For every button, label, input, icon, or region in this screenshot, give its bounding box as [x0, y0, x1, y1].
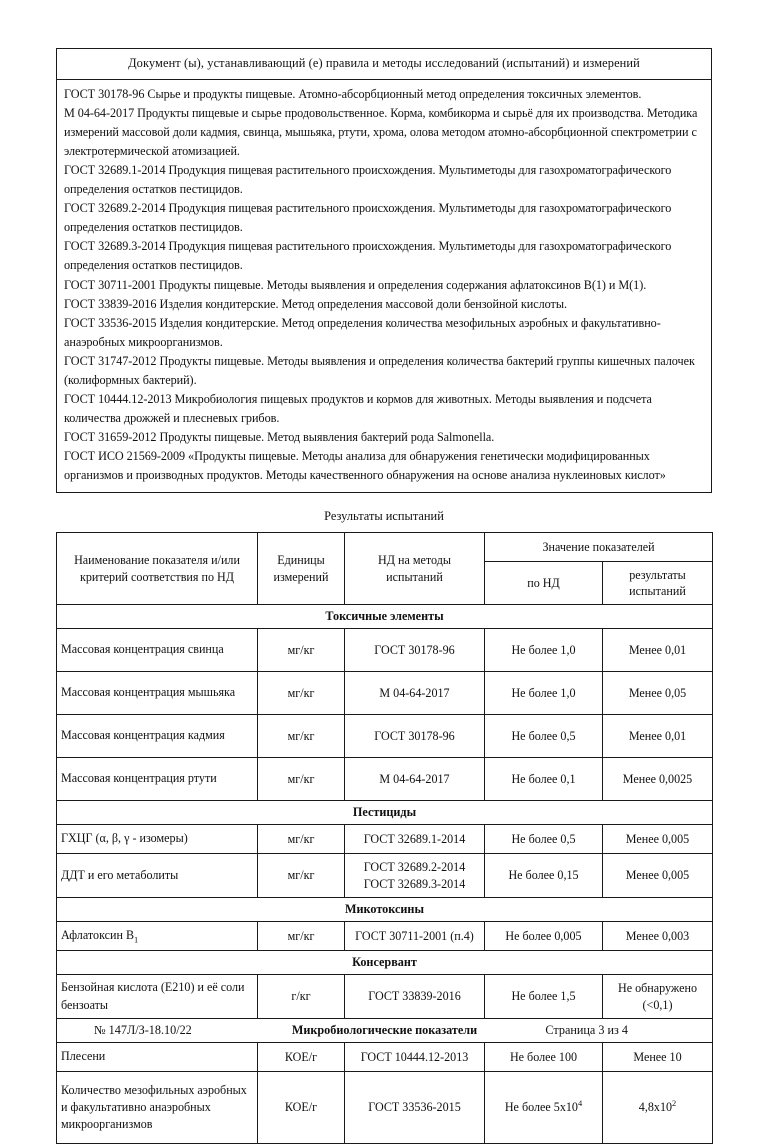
results-title: Результаты испытаний	[324, 509, 444, 523]
row-method: ГОСТ 30178-96	[345, 629, 485, 672]
table-row	[57, 975, 713, 1019]
row-method: ГОСТ 32689.1-2014	[345, 825, 485, 854]
row-nd-value: Не более 0,1	[485, 758, 603, 801]
methods-line: ГОСТ 32689.1-2014 Продукция пищевая растительного происхождения. Мультиметоды для газохроматографического определения остатков пестицидов.	[64, 162, 672, 197]
row-name: Количество мезофильных аэробных и факультативно анаэробных микроорганизмов	[57, 1072, 258, 1144]
row-name: Массовая концентрация ртути	[57, 758, 258, 801]
row-method: ГОСТ 10444.12-2013	[345, 1043, 485, 1072]
table-row	[57, 629, 713, 672]
page-footer	[56, 1023, 712, 1038]
row-method: М 04-64-2017	[345, 672, 485, 715]
row-units: мг/кг	[258, 825, 345, 854]
row-result-value: Менее 10	[603, 1043, 713, 1072]
row-nd-value: Не более 0,5	[485, 825, 603, 854]
methods-line: М 04-64-2017 Продукты пищевые и сырье продовольственное. Корма, комбикорма и сырьё для их производства. Методика измерений массовой доли кадмия, свинца, мышьяка, ртути, хрома, олова методом атомно-абсорбционной спектрометрии с электротермической атомизацией.	[64, 105, 698, 158]
table-row	[57, 715, 713, 758]
section-header-row	[57, 801, 713, 825]
row-method: ГОСТ 33839-2016	[345, 975, 485, 1019]
row-units: мг/кг	[258, 629, 345, 672]
methods-block	[56, 48, 712, 493]
header-value-result: результаты испытаний	[603, 562, 713, 605]
table-header-row	[57, 533, 713, 562]
row-nd-text: Не более 5x10	[504, 1100, 578, 1114]
row-nd-value	[485, 1072, 603, 1144]
row-nd-value: Не более 100	[485, 1043, 603, 1072]
methods-line: ГОСТ 31747-2012 Продукты пищевые. Методы выявления и определения количества бактерий группы кишечных палочек (колиформных бактерий).	[64, 353, 695, 388]
methods-line: ГОСТ 30711-2001 Продукты пищевые. Методы выявления и определения содержания афлатоксинов В(1) и М(1).	[64, 277, 647, 292]
row-name: ГХЦГ (α, β, γ - изомеры)	[57, 825, 258, 854]
row-name: Массовая концентрация свинца	[57, 629, 258, 672]
methods-list	[57, 80, 711, 492]
row-method: М 04-64-2017	[345, 758, 485, 801]
row-nd-value: Не более 1,0	[485, 672, 603, 715]
header-method: НД на методы испытаний	[345, 533, 485, 605]
row-units: мг/кг	[258, 715, 345, 758]
methods-line: ГОСТ 32689.2-2014 Продукция пищевая растительного происхождения. Мультиметоды для газохроматографического определения остатков пестицидов.	[64, 201, 672, 235]
section-header-row	[57, 951, 713, 975]
row-method-line2: ГОСТ 32689.3-2014	[363, 876, 466, 891]
row-name	[57, 922, 258, 951]
row-name: Массовая концентрация мышьяка	[57, 672, 258, 715]
methods-line: ГОСТ 33536-2015 Изделия кондитерские. Метод определения количества мезофильных аэробных и факультативно-анаэробных микроорганизмов.	[64, 315, 661, 349]
section-label-pesticides: Пестициды	[57, 801, 713, 825]
section-header-row	[57, 605, 713, 629]
row-result-line1: Не обнаружено	[617, 980, 698, 995]
row-result-value: Менее 0,005	[603, 854, 713, 898]
row-units: г/кг	[258, 975, 345, 1019]
table-row	[57, 1072, 713, 1144]
row-result-value	[603, 975, 713, 1019]
row-method: ГОСТ 30711-2001 (п.4)	[345, 922, 485, 951]
row-units: КОЕ/г	[258, 1072, 345, 1144]
table-row	[57, 1043, 713, 1072]
row-units: мг/кг	[258, 854, 345, 898]
table-row	[57, 758, 713, 801]
row-name: ДДТ и его метаболиты	[57, 854, 258, 898]
section-header-row	[57, 898, 713, 922]
row-nd-superscript: 4	[577, 1098, 583, 1108]
row-result-value: Менее 0,005	[603, 825, 713, 854]
header-value-group: Значение показателей	[485, 533, 713, 562]
table-row	[57, 672, 713, 715]
row-result-superscript: 2	[672, 1098, 677, 1108]
row-result-value: Менее 0,01	[603, 715, 713, 758]
section-label-preservative: Консервант	[57, 951, 713, 975]
results-table	[56, 532, 713, 1144]
row-units: КОЕ/г	[258, 1043, 345, 1072]
row-result-value: Менее 0,003	[603, 922, 713, 951]
row-result-value	[603, 1072, 713, 1144]
table-row	[57, 854, 713, 898]
footer-document-number: № 147Л/З-18.10/22	[94, 1023, 192, 1037]
row-nd-value: Не более 0,5	[485, 715, 603, 758]
row-result-value: Менее 0,0025	[603, 758, 713, 801]
header-value-nd: по НД	[485, 562, 603, 605]
row-name: Плесени	[57, 1043, 258, 1072]
table-row	[57, 922, 713, 951]
footer-page-number: Страница 3 из 4	[545, 1023, 628, 1037]
row-result-value: Менее 0,01	[603, 629, 713, 672]
section-label-mycotoxins: Микотоксины	[57, 898, 713, 922]
row-result-line2: (<0,1)	[642, 997, 673, 1012]
methods-line: ГОСТ 32689.3-2014 Продукция пищевая растительного происхождения. Мультиметоды для газохроматографического определения остатков пестицидов.	[64, 239, 672, 273]
row-method: ГОСТ 33536-2015	[345, 1072, 485, 1144]
row-nd-value: Не более 1,5	[485, 975, 603, 1019]
methods-block-title: Документ (ы), устанавливающий (е) правила и методы исследований (испытаний) и измерений	[57, 49, 711, 80]
row-method	[345, 854, 485, 898]
header-indicator-name: Наименование показателя и/или критерий соответствия по НД	[57, 533, 258, 605]
row-units: мг/кг	[258, 672, 345, 715]
methods-line: ГОСТ 31659-2012 Продукты пищевые. Метод выявления бактерий рода Salmonella.	[64, 430, 495, 445]
table-row	[57, 825, 713, 854]
methods-line: ГОСТ 10444.12-2013 Микробиология пищевых продуктов и кормов для животных. Методы выявления и подсчета количества дрожжей и плесневых грибов.	[64, 392, 652, 426]
row-units: мг/кг	[258, 922, 345, 951]
methods-line: ГОСТ 33839-2016 Изделия кондитерские. Метод определения массовой доли бензойной кислоты.	[64, 296, 567, 311]
row-result-text: 4,8x10	[638, 1100, 673, 1114]
row-nd-value: Не более 0,005	[485, 922, 603, 951]
header-units: Единицы измерений	[258, 533, 345, 605]
row-result-value: Менее 0,05	[603, 672, 713, 715]
row-nd-value: Не более 1,0	[485, 629, 603, 672]
row-name: Бензойная кислота (Е210) и её соли бензоаты	[57, 975, 258, 1019]
row-method: ГОСТ 30178-96	[345, 715, 485, 758]
row-nd-value: Не более 0,15	[485, 854, 603, 898]
section-label-toxic: Токсичные элементы	[57, 605, 713, 629]
row-units: мг/кг	[258, 758, 345, 801]
row-name-subscript: 1	[134, 935, 139, 945]
row-name-text: Афлатоксин В	[61, 928, 135, 943]
methods-line: ГОСТ 30178-96 Сырье и продукты пищевые. Атомно-абсорбционный метод определения токсичных элементов.	[64, 86, 642, 101]
methods-line: ГОСТ ИСО 21569-2009 «Продукты пищевые. Методы анализа для обнаружения генетически модифицированных организмов и производных продуктов. Методы качественного обнаружения на основе анализа нуклеиновых кислот»	[64, 449, 666, 483]
row-method-line1: ГОСТ 32689.2-2014	[363, 859, 466, 874]
row-name: Массовая концентрация кадмия	[57, 715, 258, 758]
section-label-microbiology: Микробиологические показатели	[57, 1019, 713, 1043]
